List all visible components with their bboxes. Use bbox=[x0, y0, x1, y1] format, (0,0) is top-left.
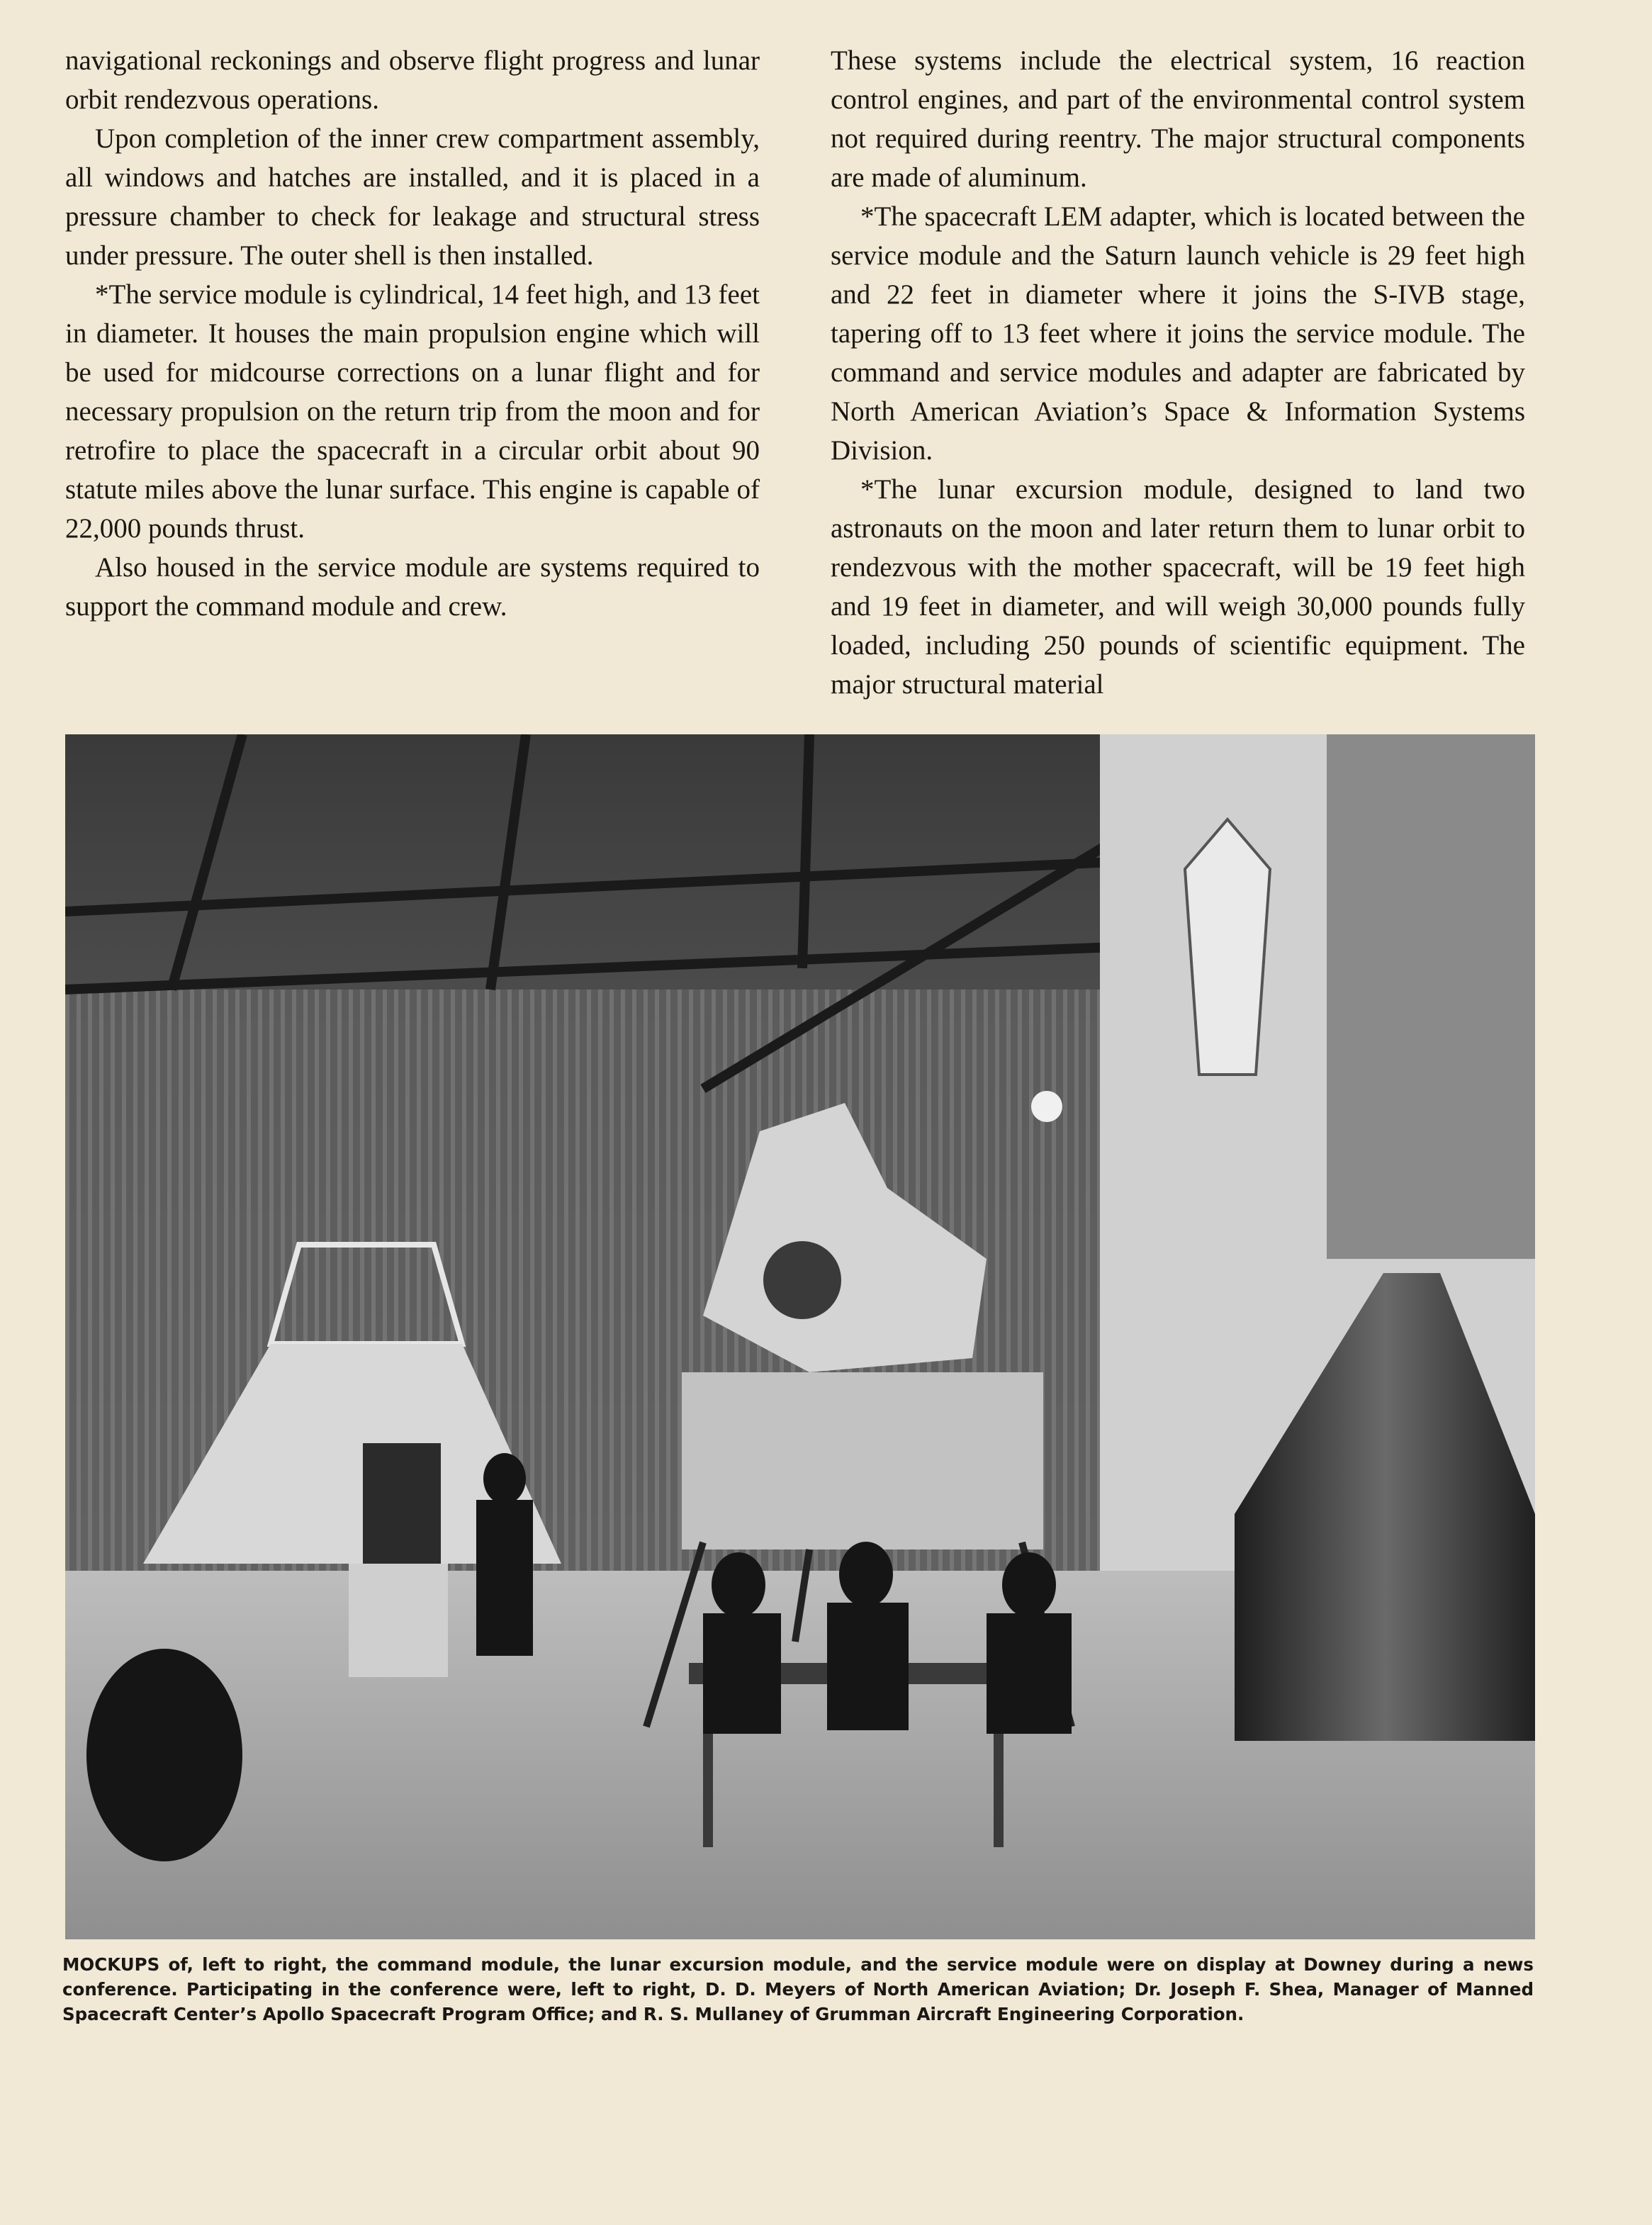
photo-caption bbox=[62, 1952, 1534, 2027]
caption-text: of, left to right, the command module, the lunar excursion module, and the service module were on display at Downey during a news conference. Participating in the conference were, left to right, D. D. Meyers of North American Aviation; Dr. Joseph F. Shea, Manager of Manned Spacecraft Center’s Apollo Spacecraft Program Office; and R. S. Mullaney of Grumman Aircraft Engineering Corporation. bbox=[62, 1954, 1534, 2024]
left-column bbox=[65, 41, 760, 626]
paragraph: navigational reckonings and observe flight progress and lunar orbit rendezvous operations. bbox=[65, 45, 760, 115]
right-column bbox=[831, 41, 1525, 704]
paragraph: *The lunar excursion module, designed to land two astronauts on the moon and later return them to lunar orbit to rendezvous with the mother spacecraft, will be 19 feet high and 19 feet in diameter, and will weigh 30,000 pounds fully loaded, including 250 pounds of scientific equipment. The major structural material bbox=[831, 474, 1525, 700]
paragraph: *The service module is cylindrical, 14 feet high, and 13 feet in diameter. It houses the main propulsion engine which will be used for midcourse corrections on a lunar flight and for necessary propulsion on the return trip from the moon and for retrofire to place the spacecraft in a circular orbit about 90 statute miles above the lunar surface. This engine is capable of 22,000 pounds thrust. bbox=[65, 279, 760, 544]
paragraph: These systems include the electrical system, 16 reaction control engines, and part of the environmental control system not required during reentry. The major structural components are made of aluminum. bbox=[831, 45, 1525, 193]
paragraph: Also housed in the service module are systems required to support the command module and crew. bbox=[65, 552, 760, 622]
paragraph: Upon completion of the inner crew compartment assembly, all windows and hatches are installed, and it is placed in a pressure chamber to check for leakage and structural stress under pressure. The outer shell is then installed. bbox=[65, 123, 760, 271]
mockups-photograph bbox=[65, 734, 1535, 1939]
photograph-icon bbox=[65, 734, 1535, 1939]
paragraph: *The spacecraft LEM adapter, which is located between the service module and the Saturn launch vehicle is 29 feet high and 22 feet in diameter where it joins the S-IVB stage, tapering off to 13 feet where it joins the service module. The command and service modules and adapter are fabricated by North American Aviation’s Space & Information Systems Division. bbox=[831, 201, 1525, 466]
caption-lead: MOCKUPS bbox=[62, 1954, 160, 1975]
